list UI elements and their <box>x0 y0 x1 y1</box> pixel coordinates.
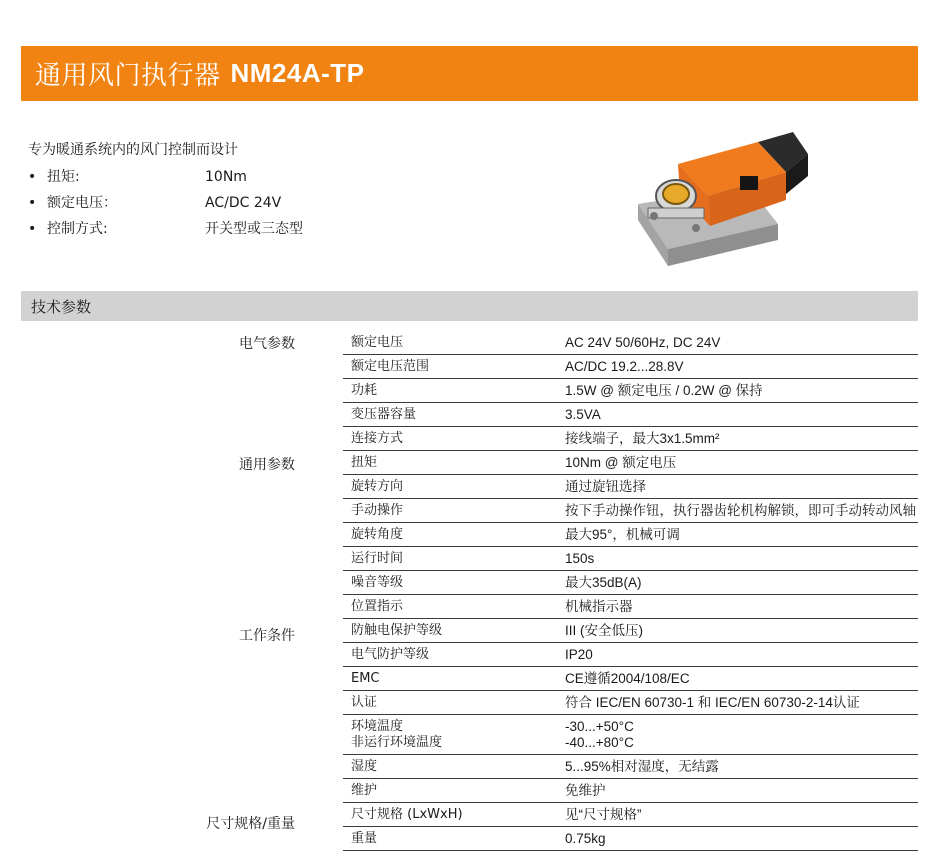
param-value: 1.5W @ 额定电压 / 0.2W @ 保持 <box>557 379 918 403</box>
param-name: 防触电保护等级 <box>343 619 557 643</box>
param-value: 按下手动操作钮，执行器齿轮机构解锁，即可手动转动风轴 <box>557 499 918 523</box>
param-name: 运行时间 <box>343 547 557 571</box>
page-title: 通用风门执行器 <box>35 61 221 91</box>
param-name: 额定电压 <box>343 331 557 355</box>
feature-item <box>28 164 303 190</box>
param-value: 机械指示器 <box>557 595 918 619</box>
table-row <box>343 803 918 827</box>
param-name: 旋转角度 <box>343 523 557 547</box>
feature-item <box>28 216 303 242</box>
param-name: 额定电压范围 <box>343 355 557 379</box>
param-value <box>557 715 918 755</box>
table-row <box>343 451 918 475</box>
group-label-dimensions: 尺寸规格/重量 <box>206 816 295 832</box>
table-row <box>343 595 918 619</box>
param-value: 符合 IEC/EN 60730-1 和 IEC/EN 60730-2-14认证 <box>557 691 918 715</box>
table-row <box>343 571 918 595</box>
table-row <box>343 331 918 355</box>
intro-description: 专为暖通系统内的风门控制而设计 <box>28 142 238 158</box>
param-name: 重量 <box>343 827 557 851</box>
feature-value: 10Nm <box>205 169 247 185</box>
param-value: 最大95°，机械可调 <box>557 523 918 547</box>
param-name <box>343 715 557 755</box>
table-row <box>343 523 918 547</box>
table-row <box>343 779 918 803</box>
param-name: 功耗 <box>343 379 557 403</box>
feature-item <box>28 190 303 216</box>
spec-table <box>343 331 918 851</box>
param-value: IP20 <box>557 643 918 667</box>
model-number: NM24A-TP <box>230 58 365 88</box>
param-value: 10Nm @ 额定电压 <box>557 451 918 475</box>
param-name: 扭矩 <box>343 451 557 475</box>
param-name: 旋转方向 <box>343 475 557 499</box>
table-row <box>343 547 918 571</box>
table-row <box>343 643 918 667</box>
page-title-bar <box>21 46 918 101</box>
param-name: 位置指示 <box>343 595 557 619</box>
feature-value: 开关型或三态型 <box>205 221 303 237</box>
param-name: EMC <box>343 667 557 691</box>
group-label-conditions: 工作条件 <box>239 628 295 644</box>
intro-section <box>28 140 303 242</box>
table-row <box>343 667 918 691</box>
feature-label: 控制方式: <box>47 221 108 237</box>
feature-list <box>28 164 303 242</box>
param-name: 认证 <box>343 691 557 715</box>
group-label-electrical: 电气参数 <box>239 336 295 352</box>
table-row <box>343 619 918 643</box>
param-name: 维护 <box>343 779 557 803</box>
bullet-icon: • <box>28 195 37 211</box>
param-name-line: 环境温度 <box>351 718 404 734</box>
group-label-general: 通用参数 <box>239 457 295 473</box>
param-name-line: 非运行环境温度 <box>351 734 443 750</box>
table-row <box>343 691 918 715</box>
table-row <box>343 827 918 851</box>
param-name: 变压器容量 <box>343 403 557 427</box>
param-value: 5...95%相对湿度，无结露 <box>557 755 918 779</box>
table-row <box>343 355 918 379</box>
param-value: AC/DC 19.2...28.8V <box>557 355 918 379</box>
section-header <box>21 291 918 321</box>
param-value: 见“尺寸规格” <box>557 803 918 827</box>
param-value: CE遵循2004/108/EC <box>557 667 918 691</box>
feature-label: 额定电压： <box>47 195 117 211</box>
param-value: 150s <box>557 547 918 571</box>
param-name: 湿度 <box>343 755 557 779</box>
feature-label: 扭矩: <box>47 169 80 185</box>
param-value: 通过旋钮选择 <box>557 475 918 499</box>
param-name: 手动操作 <box>343 499 557 523</box>
table-row <box>343 755 918 779</box>
param-value-line: -40...+80°C <box>565 734 634 750</box>
bullet-icon: • <box>28 221 37 237</box>
actuator-product-image <box>628 124 818 269</box>
param-value: 接线端子，最大3x1.5mm² <box>557 427 918 451</box>
param-value: AC 24V 50/60Hz, DC 24V <box>557 331 918 355</box>
param-value-line: -30...+50°C <box>565 718 634 734</box>
param-value: 最大35dB(A) <box>557 571 918 595</box>
feature-value: AC/DC 24V <box>205 195 282 211</box>
param-value: 免维护 <box>557 779 918 803</box>
bullet-icon: • <box>28 169 37 185</box>
table-row <box>343 427 918 451</box>
param-value: III (安全低压) <box>557 619 918 643</box>
table-row <box>343 499 918 523</box>
param-name: 电气防护等级 <box>343 643 557 667</box>
table-row <box>343 715 918 755</box>
param-value: 0.75kg <box>557 827 918 851</box>
param-value: 3.5VA <box>557 403 918 427</box>
section-title: 技术参数 <box>31 297 92 316</box>
table-row <box>343 403 918 427</box>
table-row <box>343 379 918 403</box>
param-name: 噪音等级 <box>343 571 557 595</box>
param-name: 尺寸规格 (LxWxH) <box>343 803 557 827</box>
param-name: 连接方式 <box>343 427 557 451</box>
table-row <box>343 475 918 499</box>
